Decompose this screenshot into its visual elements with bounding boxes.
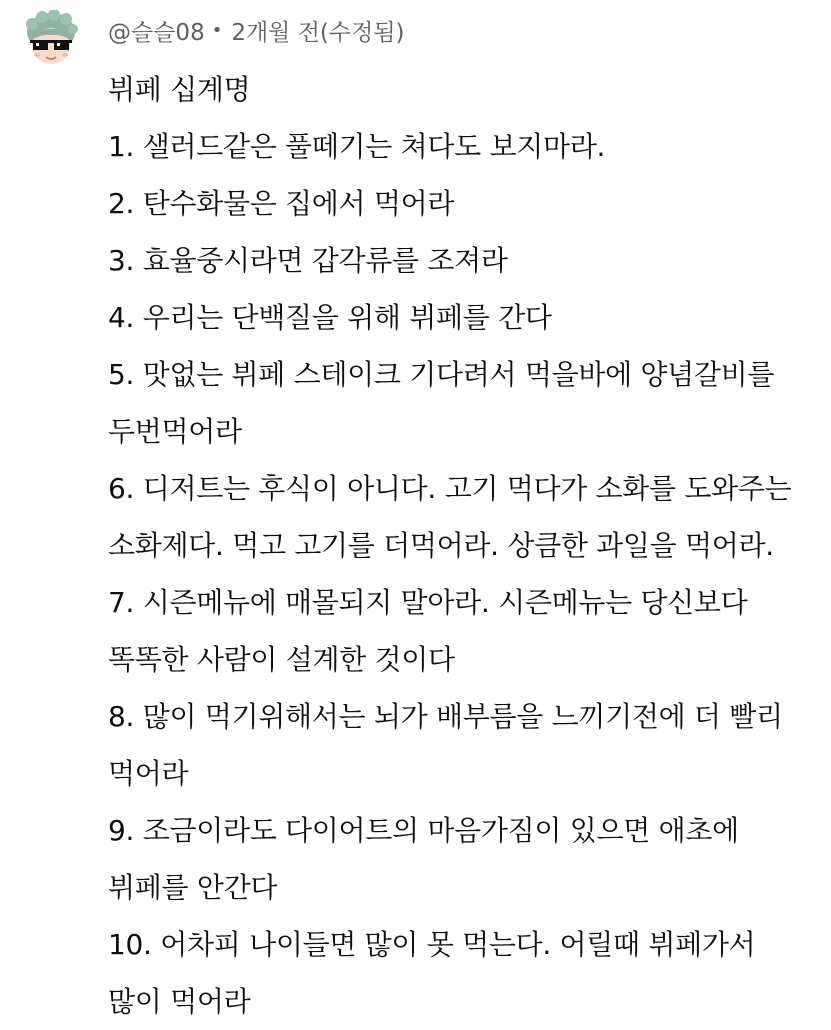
comment-line: 소화제다. 먹고 고기를 더먹어라. 상큼한 과일을 먹어라.: [108, 529, 774, 562]
comment-line: 두번먹어라: [108, 415, 242, 448]
author-name[interactable]: @슬슬08: [108, 19, 205, 46]
comment-line: 뷔페를 안간다: [108, 871, 278, 904]
comment-line: 1. 샐러드같은 풀떼기는 쳐다도 보지마라.: [108, 130, 606, 163]
comment-line: 10. 어차피 나이들면 많이 못 먹는다. 어릴때 뷔페가서: [108, 928, 756, 961]
avatar[interactable]: [22, 10, 80, 68]
comment-line: 9. 조금이라도 다이어트의 마음가짐이 있으면 애초에: [108, 814, 739, 847]
comment-line: 3. 효율중시라면 갑각류를 조져라: [108, 244, 508, 277]
comment-line: 6. 디저트는 후식이 아니다. 고기 먹다가 소화를 도와주는: [108, 472, 792, 505]
comment-line: 4. 우리는 단백질을 위해 뷔페를 간다: [108, 301, 552, 334]
comment-line: 많이 먹어라: [108, 985, 251, 1018]
header-separator: •: [211, 19, 223, 41]
cartoon-face-sunglasses-icon: [22, 10, 80, 68]
comment-header: [108, 13, 405, 47]
comment-line: 7. 시즌메뉴에 매몰되지 말아라. 시즌메뉴는 당신보다: [108, 586, 748, 619]
comment-line: 2. 탄수화물은 집에서 먹어라: [108, 187, 455, 220]
comment-body: [108, 61, 823, 1030]
comment-line: 8. 많이 먹기위해서는 뇌가 배부름을 느끼기전에 더 빨리: [108, 700, 783, 733]
comment-line: 먹어라: [108, 757, 189, 790]
comment-time[interactable]: 2개월 전(수정됨): [231, 19, 405, 46]
comment-line: 5. 맛없는 뷔페 스테이크 기다려서 먹을바에 양념갈비를: [108, 358, 775, 391]
comment-line: 뷔페 십계명: [108, 73, 251, 106]
comment-line: 똑똑한 사람이 설계한 것이다: [108, 643, 455, 676]
